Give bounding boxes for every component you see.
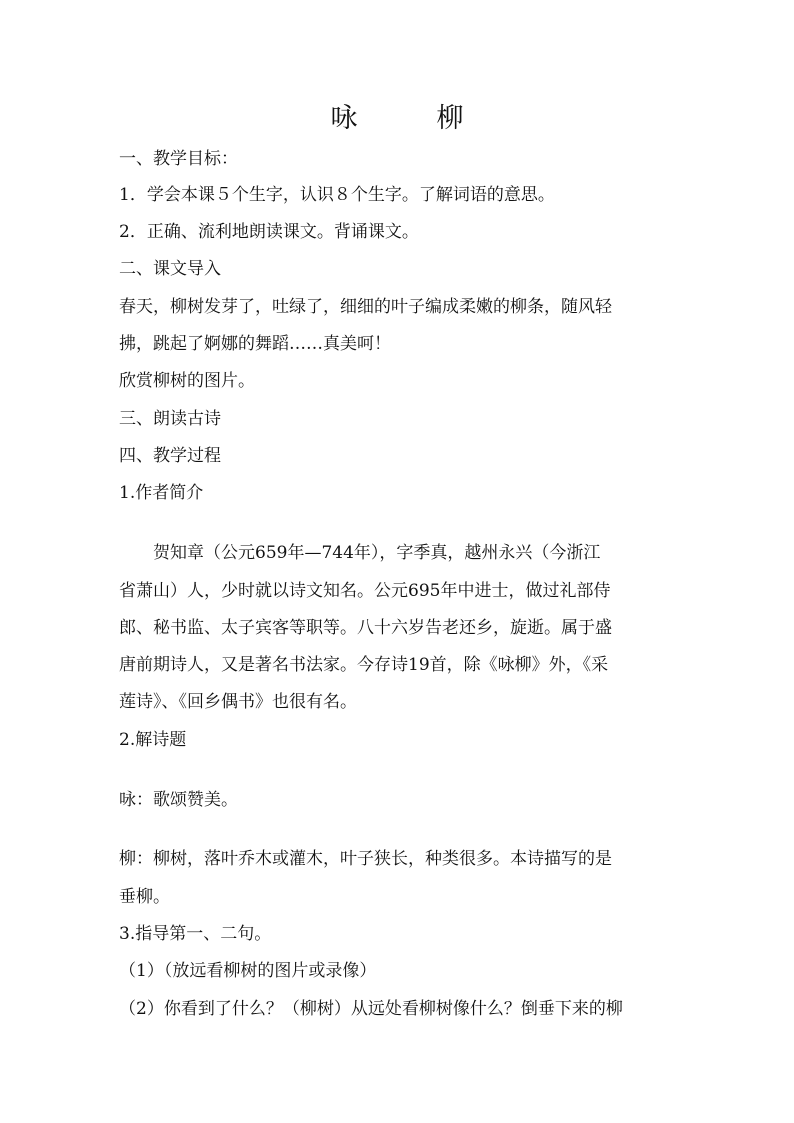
introduction-picture-note: 欣赏柳树的图片。 — [119, 371, 255, 391]
author-paragraph-line-5: 莲诗》、《回乡偶书》也很有名。 — [119, 692, 357, 712]
author-paragraph-line-4: 唐前期诗人，又是著名书法家。今存诗19首，除《咏柳》外，《采 — [119, 655, 609, 675]
guide-step-2: （2）你看到了什么？（柳树）从远处看柳树像什么？倒垂下来的柳 — [119, 999, 623, 1019]
definition-yong: 咏：歌颂赞美。 — [119, 790, 238, 810]
introduction-paragraph-line-2: 拂，跳起了婀娜的舞蹈……真美呵！ — [119, 334, 391, 354]
author-paragraph-line-3: 郎、秘书监、太子宾客等职等。八十六岁告老还乡，旋逝。属于盛 — [119, 618, 612, 638]
subheading-title-explanation: 2.解诗题 — [119, 730, 187, 750]
section-heading-introduction: 二、课文导入 — [119, 259, 221, 279]
guide-step-1: （1）（放远看柳树的图片或录像） — [119, 961, 377, 981]
section-heading-process: 四、教学过程 — [119, 446, 221, 466]
section-heading-objectives: 一、教学目标： — [119, 149, 238, 169]
document-title: 咏 柳 — [330, 103, 490, 134]
definition-liu-line-2: 垂柳。 — [119, 887, 170, 907]
definition-liu-line-1: 柳：柳树，落叶乔木或灌木，叶子狭长，种类很多。本诗描写的是 — [119, 849, 612, 869]
objective-item-2: 2．正确、流利地朗读课文。背诵课文。 — [119, 222, 419, 242]
author-paragraph-line-1: 贺知章（公元659年—744年），字季真，越州永兴（今浙江 — [153, 543, 601, 563]
introduction-paragraph-line-1: 春天，柳树发芽了，吐绿了，细细的叶子编成柔嫩的柳条，随风轻 — [119, 297, 612, 317]
subheading-author: 1.作者简介 — [119, 483, 204, 503]
author-paragraph-line-2: 省萧山）人，少时就以诗文知名。公元695年中进士，做过礼部侍 — [119, 581, 611, 601]
section-heading-reading: 三、朗读古诗 — [119, 409, 221, 429]
objective-item-1: 1．学会本课５个生字，认识８个生字。了解词语的意思。 — [119, 185, 555, 205]
subheading-guide-lines: 3.指导第一、二句。 — [119, 924, 272, 944]
